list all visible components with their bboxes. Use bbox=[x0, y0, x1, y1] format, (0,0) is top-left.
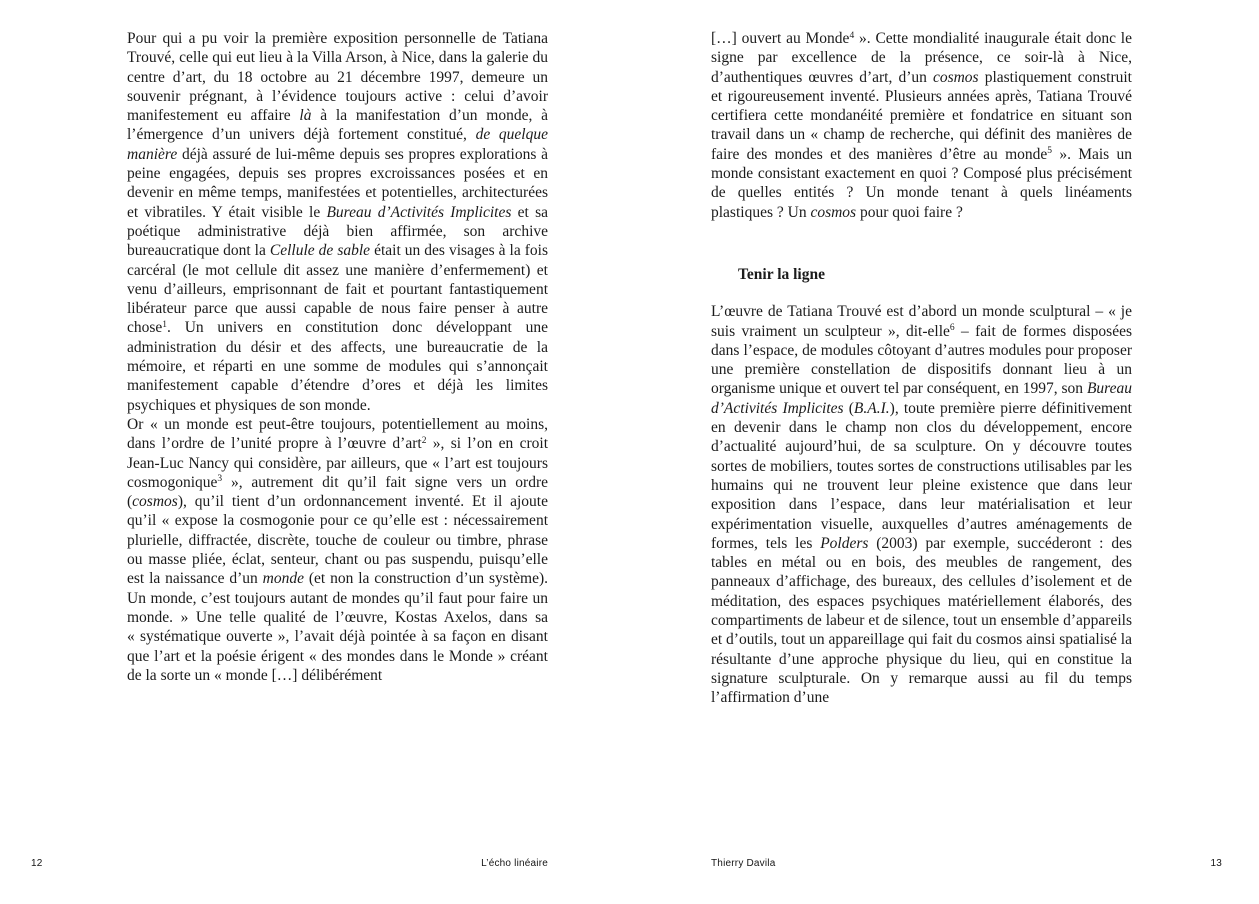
right-paragraph-2: L’œuvre de Tatiana Trouvé est d’abord un monde sculptural – « je suis vraiment un sculpteur », dit-elle$^6$ – fait de formes disposées dans l’espace, de modules côtoyant d’autres modules pour proposer une première constellation de dispositifs donnant lieu à un organisme unique et ouvert tel par conséquent, en 1997, son Bureau d’Activités Implicites (B.A.I.), toute première pierre définitivement en devenir dans le champ non clos du développement, encore d’actualité aujourd’hui, de sa sculpture. On y découvre toutes sortes de mobiliers, toutes sortes de constructions utilisables par les humains qui ne trouvent leur pleine existence que dans leur exposition dans l’espace, dans leur matérialisation et leur expérimentation visuelle, auxquelles d’autres aménagements de formes, tels les Polders (2003) par exemple, succéderont : des tables en métal ou en bois, des meubles de rangement, des panneaux d’affichage, des bureaux, des cellules d’isolement et de méditation, des espaces psychiques matériellement élaborés, des compartiments de labeur et de silence, tout un ensemble d’appareils et d’outils, tout un appareillage qui fait du cosmos ainsi spatialisé la résultante d’une approche physique du lieu, qui en constitue la signature sculpturale. On y remarque aussi au fil du temps l’affirmation d’une bbox=[711, 303, 1132, 707]
running-footer-author: Thierry Davila bbox=[711, 858, 776, 869]
left-paragraph-1: Pour qui a pu voir la première exposition personnelle de Tatiana Trouvé, celle qui eut lieu à la Villa Arson, à Nice, dans la galerie du centre d’art, du 18 octobre au 21 décembre 1997, demeure un souvenir prégnant, à l’évidence toujours active : celui d’avoir manifestement eu affaire là à la manifestation d’un monde, à l’émergence d’un univers déjà fortement constitué, de quelque manière déjà assuré de lui-même depuis ses propres explorations à peine engagées, depuis ses propres excroissances posées et en devenir en même temps, manifestées et potentielles, architecturées et vibratiles. Y était visible le Bureau d’Activités Implicites et sa poétique administrative déjà bien affirmée, son archive bureaucratique dont la Cellule de sable était un des visages à la fois carcéral (le mot cellule dit assez une manière d’enfermement) et venu d’ailleurs, emprisonnant de fait et pourtant fantastiquement libérateur parce que aussi capable de nous faire penser à autre chose$^1$. Un univers en constitution donc développant une administration du désir et des affects, une bureaucratie de la mémoire, et réparti en une somme de modules qui s’annonçait manifestement capable d’étendre d’ores et déjà les limites psychiques et physiques de son monde. bbox=[127, 30, 548, 414]
section-heading: Tenir la ligne bbox=[738, 265, 825, 283]
page-number-left: 12 bbox=[31, 858, 43, 869]
right-text-column bbox=[711, 29, 1132, 708]
left-paragraph-2: Or « un monde est peut-être toujours, potentiellement au moins, dans l’ordre de l’unité propre à l’œuvre d’art$^2$ », si l’on en croit Jean-Luc Nancy qui considère, par ailleurs, que « l’art est toujours cosmogonique$^3$ », autrement dit qu’il fait signe vers un ordre (cosmos), qu’il tient d’un ordonnancement inventé. Et il ajoute qu’il « expose la cosmogonie pour ce qu’elle est : nécessairement plurielle, diffractée, discrète, touche de couleur ou timbre, phrase ou masse pliée, éclat, senteur, chant ou pas suspendu, puisqu’elle est la naissance d’un monde (et non la construction d’un système). Un monde, c’est toujours autant de mondes qu’il faut pour faire un monde. » Une telle qualité de l’œuvre, Kostas Axelos, dans sa « systématique ouverte », l’avait déjà pointée à sa façon en disant que l’art et la poésie érigent « des mondes dans le Monde » créant de la sorte un « monde […] délibérément bbox=[127, 415, 549, 684]
running-footer-book-title: L’écho linéaire bbox=[481, 858, 548, 869]
left-text-column bbox=[127, 29, 548, 685]
right-paragraph-1: […] ouvert au Monde$^4$ ». Cette mondialité inaugurale était donc le signe par excellence de la présence, ce soir-là à Nice, d’authentiques œuvres d’art, d’un cosmos plastiquement construit et rigoureusement inventé. Plusieurs années après, Tatiana Trouvé certifiera cette mondanéité première et fondatrice en situant son travail dans un « champ de recherche, qui définit des manières de faire des mondes et des manières d’être au monde$^5$ ». Mais un monde consistant exactement en quoi ? Composé plus précisément de quelles entités ? Un monde tenant à quels linéaments plastiques ? Un cosmos pour quoi faire ? bbox=[711, 30, 1132, 221]
page-number-right: 13 bbox=[1210, 858, 1222, 869]
